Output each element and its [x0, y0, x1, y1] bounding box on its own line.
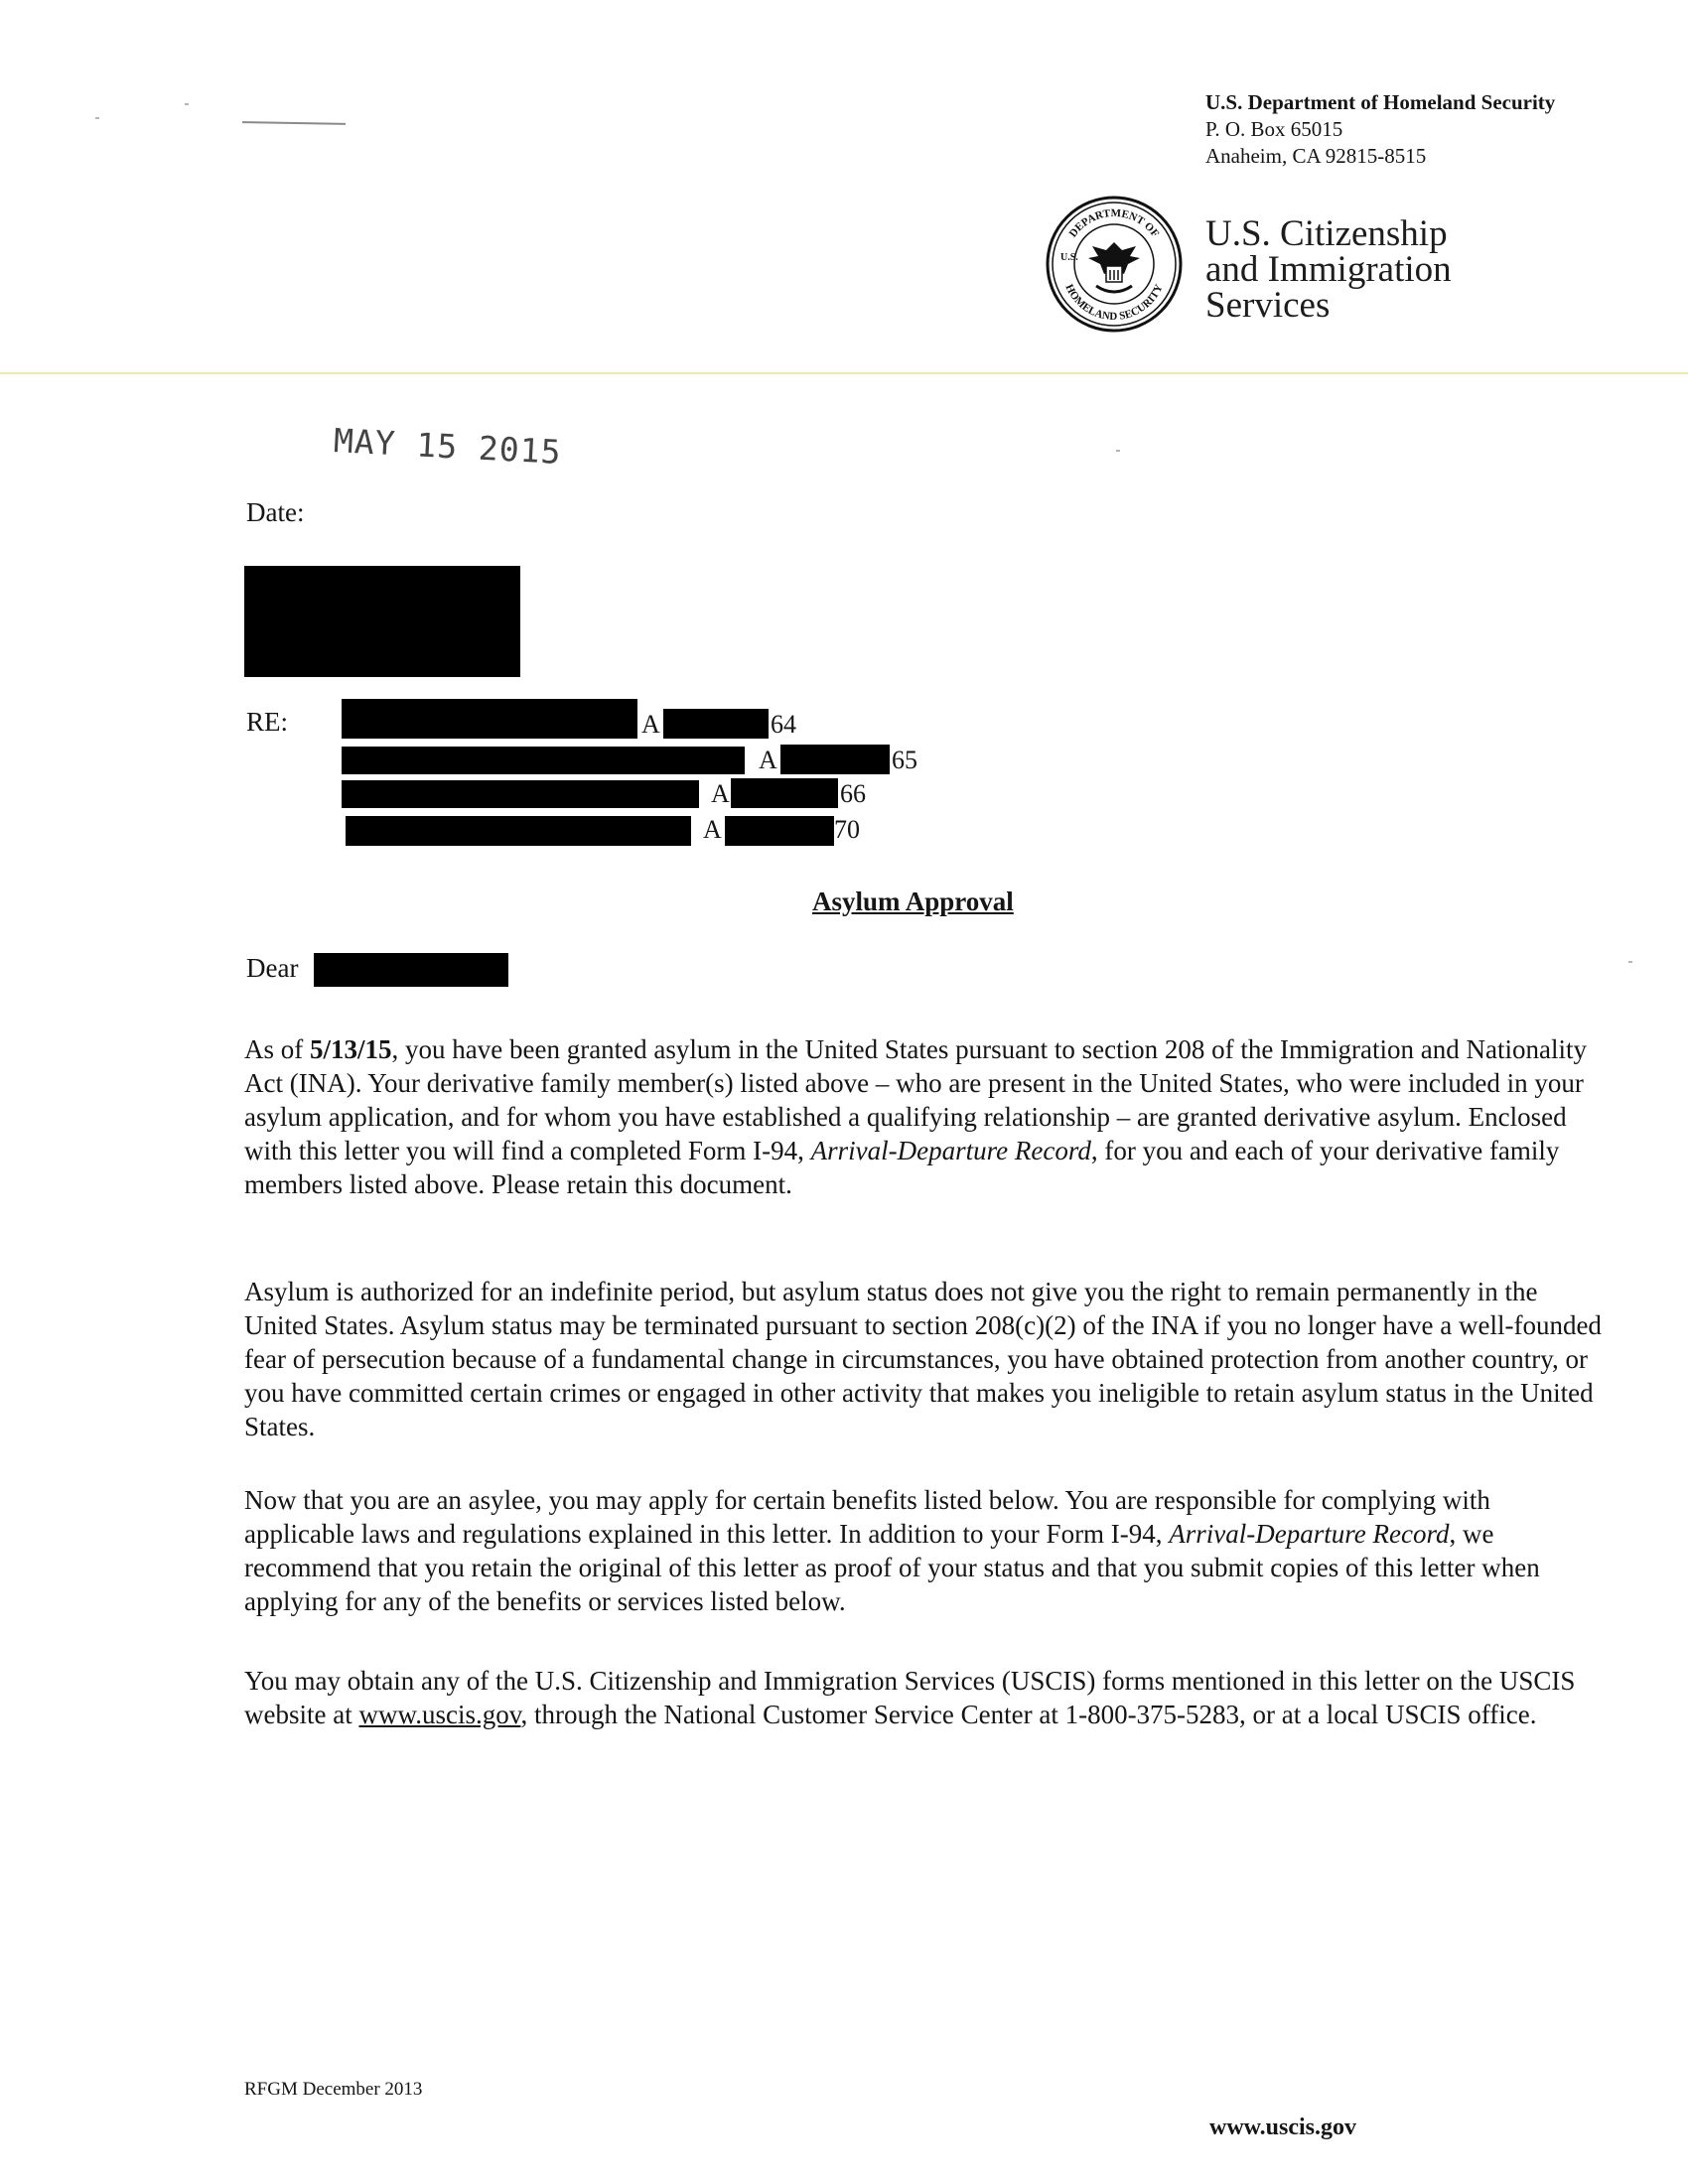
letter-subject: Asylum Approval — [812, 887, 1014, 916]
redacted-a-number — [725, 816, 834, 846]
agency-name — [1205, 213, 1452, 326]
paragraph-text: Now that you are an asylee, you may apply for certain benefits listed below. You are responsible for complying with applicable laws and regulations explained in this letter. In addition to your Form I-94, — [244, 1485, 1490, 1549]
agency-address-line: P. O. Box 65015 — [1205, 117, 1343, 141]
dhs-seal-icon — [1045, 195, 1184, 334]
agency-name-line: U.S. Citizenship — [1205, 213, 1448, 254]
redacted-addressee-name — [314, 953, 508, 987]
seal-text-left: U.S. — [1060, 252, 1078, 263]
a-number-prefix: A — [711, 779, 730, 808]
paragraph-text: As of — [244, 1034, 310, 1064]
paragraph-status: Asylum is authorized for an indefinite period, but asylum status does not give you the right to remain permanently in the United States. Asylum status may be terminated pursuant to section 208(c)(2) of the INA if you no longer have a well-founded fear of persecution because of a fundamental change in circumstances, you have obtained protection from another country, or you have committed certain crimes or engaged in other activity that makes you ineligible to retain asylum status in the United States. — [244, 1277, 1602, 1441]
footer-website: www.uscis.gov — [1209, 2115, 1357, 2140]
redacted-name — [346, 816, 691, 846]
a-number-prefix: A — [641, 710, 660, 739]
paragraph-text: , through the National Customer Service Center at 1-800-375-5283, or at a local USCIS office. — [520, 1700, 1537, 1729]
redacted-recipient-address — [244, 566, 520, 677]
agency-name-line: Services — [1205, 285, 1331, 326]
redacted-a-number — [663, 709, 769, 739]
uscis-website-link[interactable]: www.uscis.gov — [358, 1700, 521, 1729]
salutation: Dear — [246, 953, 299, 983]
a-number-suffix: 64 — [771, 710, 796, 739]
agency-address-line: U.S. Department of Homeland Security — [1205, 90, 1556, 114]
grant-date: 5/13/15 — [310, 1034, 392, 1064]
a-number-suffix: 65 — [892, 746, 917, 774]
a-number-suffix: 66 — [840, 779, 866, 808]
agency-name-line: and Immigration — [1205, 249, 1452, 290]
seal-text-bottom: HOMELAND SECURITY — [1062, 282, 1166, 324]
paragraph-forms — [244, 1664, 1605, 1731]
redacted-name — [342, 699, 637, 739]
a-number-suffix: 70 — [834, 815, 860, 844]
redacted-a-number — [780, 745, 890, 774]
form-code: RFGM December 2013 — [244, 2079, 423, 2100]
a-number-prefix: A — [759, 746, 777, 774]
redacted-a-number — [731, 778, 838, 808]
scan-mark — [242, 121, 346, 125]
redacted-name — [342, 780, 699, 808]
paragraph-benefits — [244, 1483, 1605, 1618]
date-stamp: MAY 15 2015 — [333, 421, 563, 472]
scan-speck — [1628, 961, 1632, 963]
paragraph-grant — [244, 1032, 1605, 1201]
seal-text-top: DEPARTMENT OF — [1066, 206, 1162, 240]
date-label: Date: — [246, 497, 305, 527]
header-divider — [0, 372, 1688, 374]
paragraph-text: , for you and each of your derivative family members listed above. Please retain this document. — [244, 1136, 1560, 1199]
paragraph-text: , you have been granted asylum in the United States pursuant to section 208 of the Immigration and Nationality Act (INA). Your derivative family member(s) listed above – who are present in the United States, who were included in your asylum application, and for whom you have established a qualifying relationship – are granted derivative asylum. Enclosed with this letter you will find a completed Form I-94, — [244, 1034, 1587, 1165]
redacted-name — [342, 747, 745, 774]
paragraph-text: You may obtain any of the U.S. Citizenship and Immigration Services (USCIS) forms mentioned in this letter on the USCIS website at — [244, 1666, 1576, 1729]
scan-speck — [185, 103, 189, 105]
scan-speck — [95, 117, 99, 119]
form-title: Arrival-Departure Record — [810, 1136, 1091, 1165]
paragraph-text: , we recommend that you retain the original of this letter as proof of your status and that you submit copies of this letter when applying for any of the benefits or services listed below. — [244, 1519, 1540, 1616]
agency-address-line: Anaheim, CA 92815-8515 — [1205, 144, 1427, 168]
scan-speck — [1116, 450, 1120, 452]
re-label: RE: — [246, 707, 289, 737]
a-number-prefix: A — [703, 815, 722, 844]
agency-address — [1205, 89, 1555, 170]
form-title: Arrival-Departure Record — [1169, 1519, 1450, 1549]
